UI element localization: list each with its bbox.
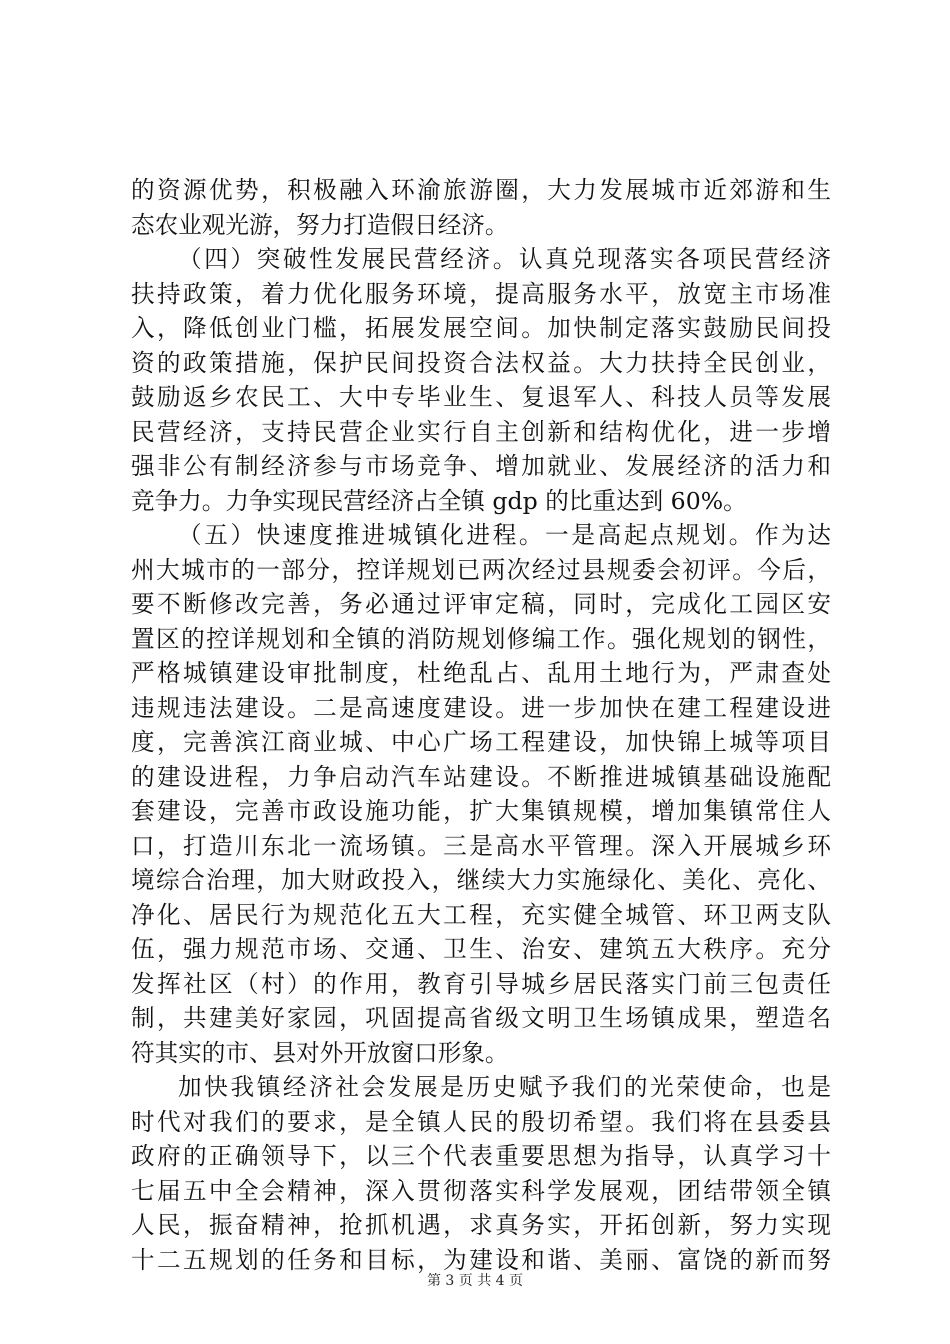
page-number-footer: 第 3 页 共 4 页	[426, 1273, 524, 1289]
text-line: 套建设，完善市政设施功能，扩大集镇规模，增加集镇常住人	[131, 797, 831, 825]
text-line: 七届五中全会精神，深入贯彻落实科学发展观，团结带领全镇	[131, 1176, 831, 1205]
text-line: 净化、居民行为规范化五大工程，充实健全城管、环卫两支队	[131, 900, 831, 929]
text-line: 要不断修改完善，务必通过评审定稿，同时，完成化工园区安	[131, 590, 831, 618]
section-heading-line: （四）突破性发展民营经济。认真兑现落实各项民营经济	[178, 245, 831, 273]
text-line: 境综合治理，加大财政投入，继续大力实施绿化、美化、亮化、	[131, 866, 831, 894]
paragraph-start-line: 加快我镇经济社会发展是历史赋予我们的光荣使命，也是	[178, 1073, 831, 1101]
text-line: 符其实的市、县对外开放窗口形象。	[131, 1038, 509, 1067]
text-line: 州大城市的一部分，控详规划已两次经过县规委会初评。今后，	[131, 555, 831, 584]
text-line: 扶持政策，着力优化服务环境，提高服务水平，放宽主市场准	[131, 279, 831, 308]
text-line: 民营经济，支持民营企业实行自主创新和结构优化，进一步增	[131, 417, 831, 446]
text-line: 鼓励返乡农民工、大中专毕业生、复退军人、科技人员等发展	[131, 383, 831, 411]
text-line: 违规违法建设。二是高速度建设。进一步加快在建工程建设进	[131, 693, 831, 722]
text-line: 人民，振奋精神，抢抓机遇，求真务实，开拓创新，努力实现	[131, 1211, 831, 1239]
text-line: 发挥社区（村）的作用，教育引导城乡居民落实门前三包责任	[131, 969, 831, 998]
text-line: 政府的正确领导下，以三个代表重要思想为指导，认真学习十	[131, 1142, 831, 1170]
section-heading-line: （五）快速度推进城镇化进程。一是高起点规划。作为达	[178, 521, 831, 549]
text-line: 制，共建美好家园，巩固提高省级文明卫生场镇成果，塑造名	[131, 1004, 831, 1032]
text-line: 入，降低创业门槛，拓展发展空间。加快制定落实鼓励民间投	[131, 314, 831, 342]
text-line: 伍，强力规范市场、交通、卫生、治安、建筑五大秩序。充分	[131, 935, 831, 963]
text-line: 的资源优势，积极融入环渝旅游圈，大力发展城市近郊游和生	[131, 176, 831, 204]
text-line: 时代对我们的要求，是全镇人民的殷切希望。我们将在县委县	[131, 1107, 831, 1136]
text-line: 口，打造川东北一流场镇。三是高水平管理。深入开展城乡环	[131, 831, 831, 860]
text-line: 严格城镇建设审批制度，杜绝乱占、乱用土地行为，严肃查处	[131, 659, 831, 687]
text-line: 的建设进程，力争启动汽车站建设。不断推进城镇基础设施配	[131, 762, 831, 791]
body-text	[131, 173, 831, 1277]
text-line: 度，完善滨江商业城、中心广场工程建设，加快锦上城等项目	[131, 728, 831, 756]
text-line: 资的政策措施，保护民间投资合法权益。大力扶持全民创业，	[131, 348, 831, 377]
text-line: 态农业观光游，努力打造假日经济。	[131, 210, 509, 239]
text-line: 竞争力。力争实现民营经济占全镇 gdp 的比重达到 60%。	[131, 486, 747, 515]
text-line: 置区的控详规划和全镇的消防规划修编工作。强化规划的钢性，	[131, 624, 831, 653]
text-line: 十二五规划的任务和目标，为建设和谐、美丽、富饶的新而努	[131, 1245, 831, 1274]
text-line: 强非公有制经济参与市场竞争、增加就业、发展经济的活力和	[131, 452, 831, 480]
